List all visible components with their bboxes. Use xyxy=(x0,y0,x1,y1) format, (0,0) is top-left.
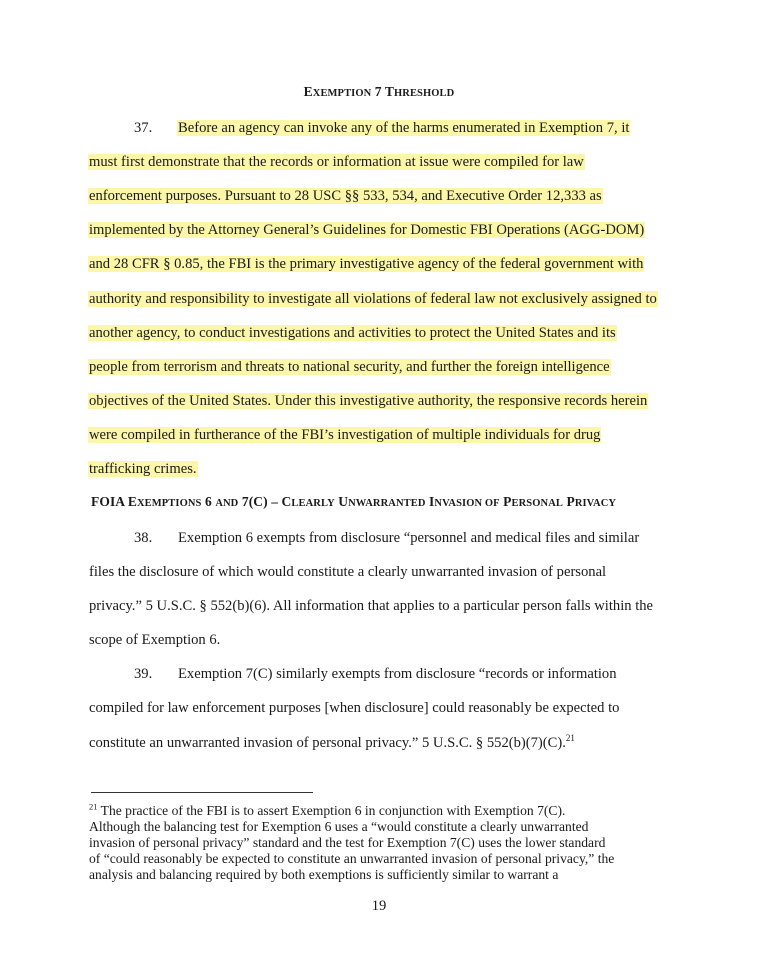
paragraph-line: compiled for law enforcement purposes [when disclosure] could reasonably be expected to xyxy=(89,700,620,716)
heading-text: T xyxy=(384,84,394,99)
paragraph-number: 38. xyxy=(134,530,153,546)
highlighted-text: objectives of the United States. Under this investigative authority, the responsive records herein xyxy=(89,393,648,409)
page-number: 19 xyxy=(371,898,387,914)
heading-text: FOIA E xyxy=(91,494,137,509)
paragraph-text: constitute an unwarranted invasion of personal privacy.” 5 U.S.C. § 552(b)(7)(C). xyxy=(89,735,566,751)
paragraph-line: scope of Exemption 6. xyxy=(89,632,221,648)
section-heading-foia-exemptions xyxy=(91,494,616,510)
heading-text: ERSONAL xyxy=(511,498,563,509)
paragraph-line xyxy=(88,358,611,376)
paragraph-line: files the disclosure of which would constitute a clearly unwarranted invasion of personal xyxy=(89,564,607,580)
heading-text: 6 xyxy=(201,494,216,509)
heading-text: AND xyxy=(215,498,239,509)
highlighted-text: enforcement purposes. Pursuant to 28 USC §§ 533, 534, and Executive Order 12,333 as xyxy=(89,188,602,204)
paragraph-line xyxy=(88,426,601,444)
paragraph-line xyxy=(88,255,644,273)
paragraph-number: 37. xyxy=(134,120,153,136)
highlighted-text: trafficking crimes. xyxy=(89,461,197,477)
heading-text: XEMPTION xyxy=(312,88,372,99)
heading-text: XEMPTIONS xyxy=(137,498,202,509)
highlighted-text: Before an agency can invoke any of the harms enumerated in Exemption 7, it xyxy=(178,120,630,136)
heading-text: I xyxy=(425,494,435,509)
heading-text: U xyxy=(334,494,349,509)
paragraph-line: Exemption 6 exempts from disclosure “personnel and medical files and similar xyxy=(178,530,640,546)
heading-text: LEARLY xyxy=(291,498,335,509)
paragraph-line: Exemption 7(C) similarly exempts from disclosure “records or information xyxy=(178,666,617,682)
highlighted-text: implemented by the Attorney General’s Guidelines for Domestic FBI Operations (AGG-DOM) xyxy=(89,222,645,238)
paragraph-line xyxy=(177,119,630,137)
paragraph-line xyxy=(88,187,603,205)
heading-text: NWARRANTED xyxy=(348,498,426,509)
footnote-line: analysis and balancing required by both exemptions is sufficiently similar to warrant a xyxy=(89,867,559,882)
heading-text: RIVACY xyxy=(574,498,617,509)
paragraph-line: privacy.” 5 U.S.C. § 552(b)(6). All information that applies to a particular person falls within the xyxy=(89,598,654,614)
paragraph-line xyxy=(88,153,585,171)
highlighted-text: people from terrorism and threats to national security, and further the foreign intelligence xyxy=(89,359,610,375)
paragraph-line xyxy=(88,460,198,478)
heading-text: NVASION OF xyxy=(434,498,500,509)
highlighted-text: authority and responsibility to investigate all violations of federal law not exclusively assigned to xyxy=(89,291,657,307)
highlighted-text: and 28 CFR § 0.85, the FBI is the primary investigative agency of the federal government with xyxy=(89,256,644,272)
heading-text: P xyxy=(499,494,512,509)
footnote-line: Although the balancing test for Exemption 6 uses a “would constitute a clearly unwarranted xyxy=(89,819,589,834)
paragraph-line xyxy=(89,734,575,752)
paragraph-line xyxy=(88,290,658,308)
paragraph-line xyxy=(88,221,645,239)
heading-text: P xyxy=(562,494,575,509)
highlighted-text: were compiled in furtherance of the FBI’s investigation of multiple individuals for drug xyxy=(89,427,601,443)
heading-text: E xyxy=(303,84,313,99)
highlighted-text: must first demonstrate that the records or information at issue were compiled for law xyxy=(89,154,584,170)
paragraph-line xyxy=(88,392,648,410)
paragraph-line xyxy=(88,324,617,342)
footnote-marker: 21 xyxy=(89,801,98,812)
heading-text: 7 xyxy=(371,84,385,99)
footnote-separator xyxy=(91,792,313,793)
paragraph-number: 39. xyxy=(134,666,153,682)
footnote-text: The practice of the FBI is to assert Exemption 6 in conjunction with Exemption 7(C). xyxy=(97,803,566,818)
footnote-line xyxy=(89,803,565,819)
highlighted-text: another agency, to conduct investigations and activities to protect the United States and its xyxy=(89,325,616,341)
footnote-line: of “could reasonably be expected to constitute an unwarranted invasion of personal privacy,” the xyxy=(89,851,615,866)
heading-text: 7(C) – C xyxy=(238,494,292,509)
section-heading-exemption7-threshold xyxy=(0,84,758,100)
footnote-reference[interactable]: 21 xyxy=(565,733,575,744)
footnote-line: invasion of personal privacy” standard and the test for Exemption 7(C) uses the lower standard xyxy=(89,835,606,850)
heading-text: HRESHOLD xyxy=(394,88,455,99)
